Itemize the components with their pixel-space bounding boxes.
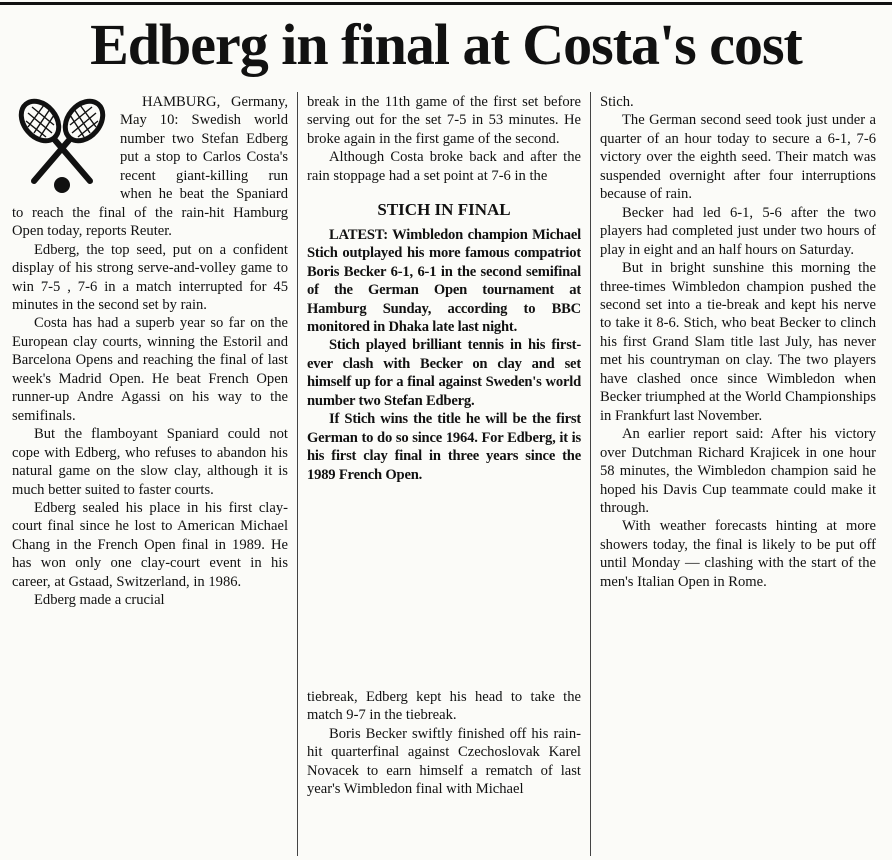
paragraph: An earlier report said: After his victory over Dutchman Richard Krajicek in one hour 58 minutes, the Wimbledon champion said he hoped his Davis Cup teammate could make it through. [600,426,876,516]
latest-paragraph: Stich played brilliant tennis in his first-ever clash with Becker on clay and set himself up for a final against Sweden's world number two Stefan Edberg. [307,337,581,409]
tennis-rackets-icon [12,93,114,197]
column-divider [590,92,591,856]
paragraph: break in the 11th game of the first set before serving out for the set 7-5 in 53 minutes. He broke again in the first game of the second. [307,94,581,147]
article-column-2 [307,93,581,855]
subheading: STICH IN FINAL [377,200,511,220]
paragraph: HAMBURG, Germany, May 10: Swedish world number two Stefan Edberg put a stop to Carlos Costa's recent giant-killing run when he beat the Spaniard to reach the final of the rain-hit Hamburg Open today, reports Reuter. [12,94,288,240]
paragraph: The German second seed took just under a quarter of an hour today to secure a 6-1, 7-6 victory over the eighth seed. Their match was suspended overnight after four interruptions because of rain. [600,112,876,203]
paragraph: Edberg sealed his place in his first clay-court final since he lost to American Michael Chang in the French Open final in 1989. He has won only one clay-court event in his career, at Gstaad, Switzerland, in 1986. [12,499,288,590]
paragraph: Costa has had a superb year so far on the European clay courts, winning the Estoril and Barcelona Opens and reaching the final of last week's Madrid Open. He beat French Open runner-up Andre Agassi on his way to the semifinals. [12,315,288,424]
article-column-1 [12,93,288,855]
paragraph: tiebreak, Edberg kept his head to take the match 9-7 in the tiebreak. [307,689,581,724]
latest-paragraph: LATEST: Wimbledon champion Michael Stich outplayed his more famous compatriot Boris Becker 6-1, 6-1 in the second semifinal of the German Open tournament at Hamburg Sunday, according to BBC monitored in Dhaka late last night. [307,226,581,335]
paragraph: With weather forecasts hinting at more showers today, the final is likely to be put off until Monday — clashing with the start of the men's Italian Open in Rome. [600,518,876,590]
paragraph: Becker had led 6-1, 5-6 after the two players had completed just under two hours of play in eight and an half hours on Saturday. [600,204,876,258]
paragraph: But the flamboyant Spaniard could not cope with Edberg, who refuses to abandon his natural game on the slow clay, although it is much better suited to faster courts. [12,426,288,498]
paragraph: Stich. [600,94,634,110]
top-rule [0,2,892,5]
paragraph: Edberg made a crucial [34,592,165,609]
paragraph: Boris Becker swiftly finished off his rain-hit quarterfinal against Czechoslovak Karel Novacek to earn himself a rematch of last year's Wimbledon final with Michael [307,725,581,798]
latest-paragraph: If Stich wins the title he will be the first German to do so since 1964. For Edberg, it is his first clay final in three years since the 1989 French Open. [307,411,581,483]
continued-text [307,688,581,799]
headline: Edberg in final at Costa's cost [90,12,802,77]
paragraph: Edberg, the top seed, put on a confident display of his strong serve-and-volley game to win 7-5 , 7-6 in a match interrupted for 45 minutes in the second set by rain. [12,241,288,313]
paragraph: But in bright sunshine this morning the three-times Wimbledon champion pushed the second set into a tie-break and kept his nerve to take it 8-6. Stich, who beat Becker to clinch his first Grand Slam title last July, has never met his countryman on clay. The two players have clashed once since Wimbledon when Becker triumphed at the World Championships in Frankfurt last November. [600,260,876,424]
column-divider [297,92,298,856]
paragraph: Although Costa broke back and after the rain stoppage had a set point at 7-6 in the [307,149,581,184]
article-column-3 [600,93,876,855]
